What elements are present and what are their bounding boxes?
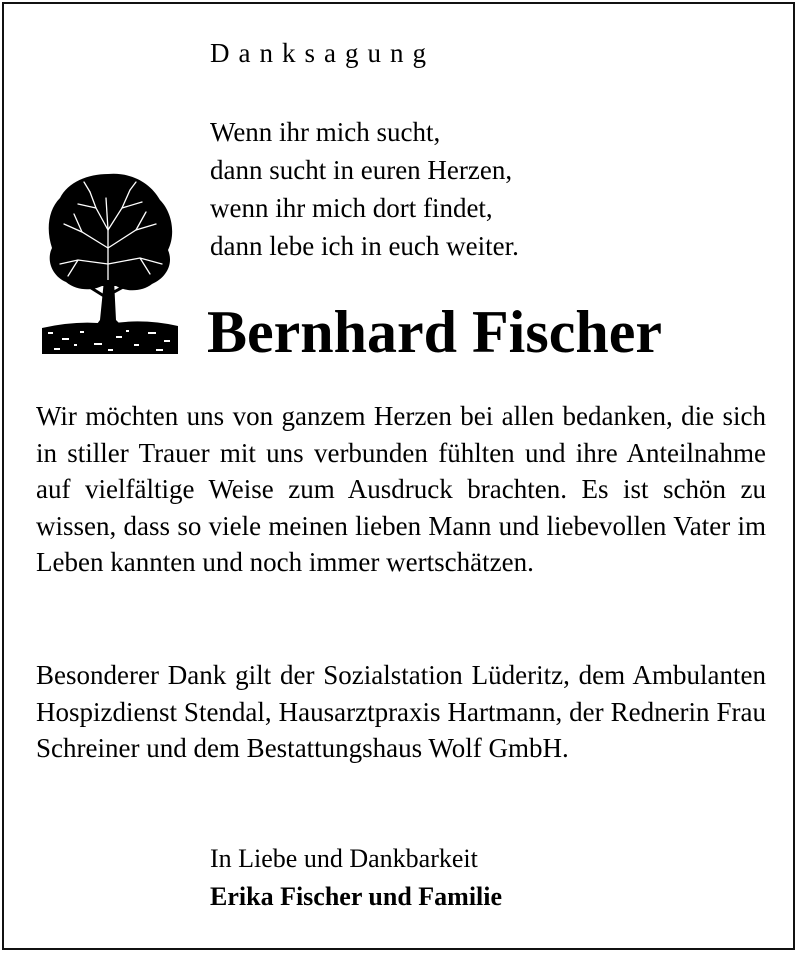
special-thanks-paragraph: Besonderer Dank gilt der Sozialstation Lüderitz, dem Ambulanten Hospizdienst Stendal, Hausarztpraxis Hartmann, der Rednerin Frau Schreiner und dem Bestattungshaus Wolf GmbH. [36, 660, 766, 763]
poem-line: dann lebe ich in euch weiter. [210, 231, 519, 261]
thanks-paragraph: Wir möchten uns von ganzem Herzen bei allen bedanken, die sich in stiller Trauer mit uns verbunden fühlten und ihre Anteilnahme auf vielfältige Weise zum Ausdruck brachten. Es ist schön zu wissen, dass so viele meinen lieben Mann und liebevollen Vater im Leben kannten und noch immer wertschätzen. [36, 401, 766, 577]
deceased-name: Bernhard Fischer [207, 299, 662, 365]
closing [210, 840, 502, 916]
poem [210, 113, 519, 265]
heading: Danksagung [210, 38, 435, 68]
poem-line: wenn ihr mich dort findet, [210, 193, 493, 223]
signers: Erika Fischer und Familie [210, 882, 503, 911]
closing-line: In Liebe und Dankbarkeit [210, 844, 478, 873]
tree-icon [38, 168, 180, 358]
poem-line: dann sucht in euren Herzen, [210, 155, 513, 185]
poem-line: Wenn ihr mich sucht, [210, 117, 441, 147]
